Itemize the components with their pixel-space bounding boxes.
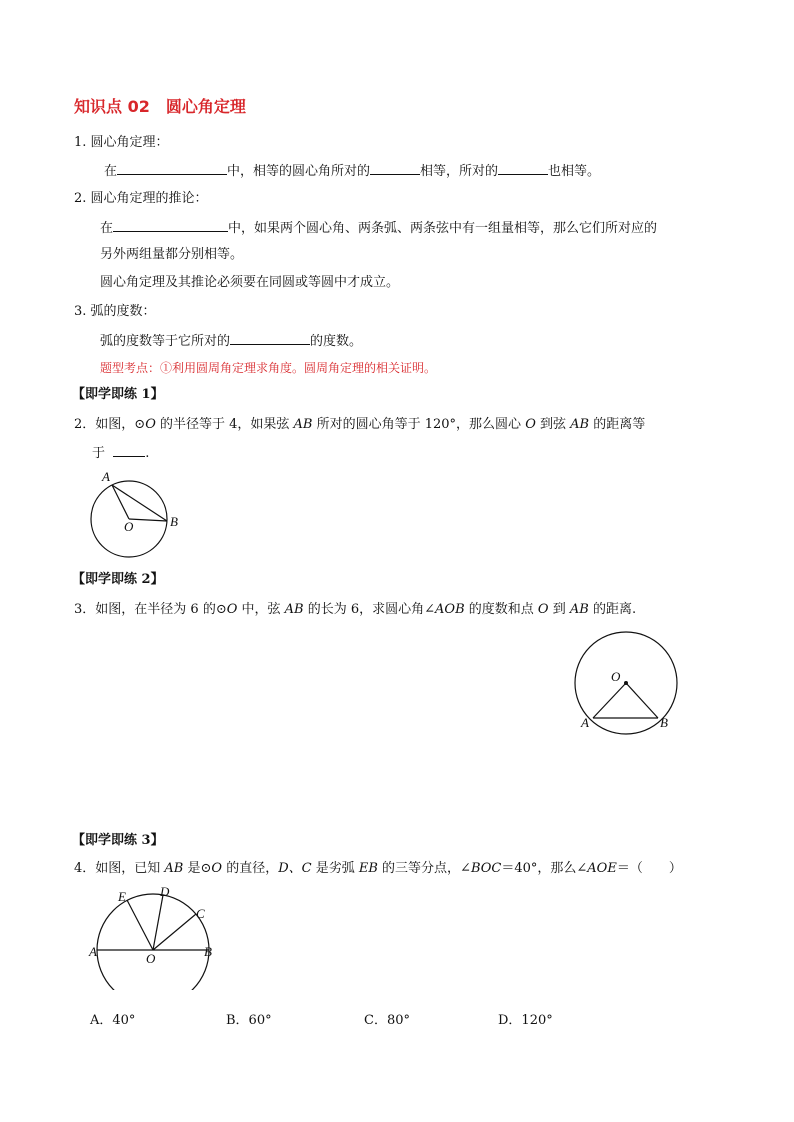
point-label-e: E: [118, 889, 126, 904]
text-segment: .: [145, 446, 150, 461]
circle-symbol: ⊙O: [200, 861, 223, 876]
tip-text: 题型考点：①利用圆周角定理求角度。圆周角定理的相关证明。: [100, 361, 437, 375]
radius-oe: [127, 900, 153, 950]
question-number: 4．: [74, 861, 96, 876]
text-segment: 是劣弧: [311, 861, 359, 876]
text-segment: 的距离等: [589, 417, 646, 432]
option-c[interactable]: C．80°: [364, 1013, 410, 1028]
answer-blank[interactable]: [113, 443, 145, 457]
question-number: 2．: [74, 417, 96, 432]
figure-question-3: [570, 630, 690, 740]
text-segment: 在: [104, 164, 118, 179]
theorem-item-1-text: [104, 161, 600, 181]
chord-ab: [112, 485, 167, 521]
figure-question-2: [80, 462, 190, 562]
theorem-item-2-line3: 圆心角定理及其推论必须要在同圆或等圆中才成立。: [100, 275, 400, 290]
point-label-a: A: [581, 715, 589, 730]
text-segment: 相等，所对的: [420, 164, 499, 179]
practice-3-heading: 【即学即练 3】: [72, 833, 164, 848]
text-segment: 是: [183, 861, 201, 876]
text-segment: 如图，在半径为 6 的: [95, 602, 216, 617]
math-var: AB: [293, 417, 313, 432]
point-label-d: D: [160, 884, 170, 899]
question-2-line2: [92, 443, 149, 463]
text-segment: 到: [548, 602, 570, 617]
circle-o: [97, 894, 209, 990]
text-segment: 到弦: [535, 417, 571, 432]
math-var: AOB: [435, 602, 465, 617]
text-segment: 的直径，: [222, 861, 279, 876]
math-var: EB: [358, 861, 378, 876]
math-var: AB: [569, 602, 589, 617]
figure-question-4: [82, 880, 222, 990]
option-b[interactable]: B．60°: [226, 1013, 272, 1028]
option-a[interactable]: A．40°: [90, 1013, 136, 1028]
text-segment: ＝（ ）: [616, 861, 682, 876]
blank-line[interactable]: [230, 331, 310, 345]
theorem-item-2-label: 2. 圆心角定理的推论：: [74, 191, 208, 206]
point-label-o: O: [146, 951, 156, 966]
theorem-item-3-text: [100, 331, 362, 351]
radius-oc: [153, 914, 196, 950]
text-segment: 中，弦: [237, 602, 285, 617]
text-segment: 的半径等于 4，如果弦: [155, 417, 294, 432]
text-segment: 弧的度数等于它所对的: [100, 334, 231, 349]
blank-line[interactable]: [498, 161, 548, 175]
circle-symbol: ⊙O: [215, 602, 238, 617]
radius-oa: [593, 683, 626, 718]
question-number: 3．: [74, 602, 96, 617]
point-label-b: B: [660, 715, 668, 730]
blank-line[interactable]: [117, 161, 227, 175]
math-var: AB: [284, 602, 304, 617]
section-title: 知识点 02 圆心角定理: [74, 97, 246, 116]
point-label-b: B: [204, 944, 212, 959]
point-label-c: C: [196, 906, 205, 921]
text-segment: 的度数。: [310, 334, 363, 349]
text-segment: ＝40°，那么∠: [501, 861, 588, 876]
radius-od: [153, 895, 163, 950]
question-3: [74, 601, 636, 619]
text-segment: 于: [92, 446, 106, 461]
math-var: D、C: [278, 861, 312, 876]
text-segment: 也相等。: [548, 164, 601, 179]
math-var: O: [525, 417, 536, 432]
point-label-o: O: [611, 669, 621, 684]
practice-2-heading: 【即学即练 2】: [72, 572, 164, 587]
theorem-item-2-text: [100, 218, 657, 238]
question-4: [74, 860, 682, 878]
question-2: [74, 416, 645, 434]
blank-line[interactable]: [113, 218, 228, 232]
theorem-item-1-label: 1. 圆心角定理：: [74, 135, 169, 150]
practice-1-heading: 【即学即练 1】: [72, 387, 164, 402]
text-segment: 的长为 6，求圆心角∠: [303, 602, 436, 617]
math-var: AOE: [587, 861, 617, 876]
text-segment: 的三等分点，∠: [377, 861, 471, 876]
point-label-a: A: [89, 944, 97, 959]
math-var: AB: [570, 417, 590, 432]
radius-ob: [129, 519, 167, 521]
point-label-a: A: [102, 469, 110, 484]
text-segment: 的距离.: [588, 602, 637, 617]
text-segment: 的度数和点: [464, 602, 538, 617]
theorem-item-3-label: 3. 弧的度数：: [74, 304, 156, 319]
center-point: [624, 681, 628, 685]
text-segment: 中，如果两个圆心角、两条弧、两条弦中有一组量相等，那么它们所对应的: [228, 221, 658, 236]
point-label-o: O: [124, 519, 134, 534]
text-segment: 如图，: [95, 417, 135, 432]
point-label-b: B: [170, 514, 178, 529]
text-segment: 中，相等的圆心角所对的: [227, 164, 371, 179]
text-segment: 在: [100, 221, 114, 236]
text-segment: 如图，已知: [95, 861, 165, 876]
math-var: BOC: [470, 861, 502, 876]
radius-ob: [626, 683, 658, 718]
blank-line[interactable]: [370, 161, 420, 175]
math-var: O: [537, 602, 549, 617]
option-d[interactable]: D．120°: [498, 1013, 553, 1028]
math-var: AB: [164, 861, 184, 876]
theorem-item-2-line2: 另外两组量都分别相等。: [100, 247, 244, 262]
circle-symbol: ⊙O: [134, 417, 156, 432]
text-segment: 所对的圆心角等于 120°，那么圆心: [312, 417, 526, 432]
